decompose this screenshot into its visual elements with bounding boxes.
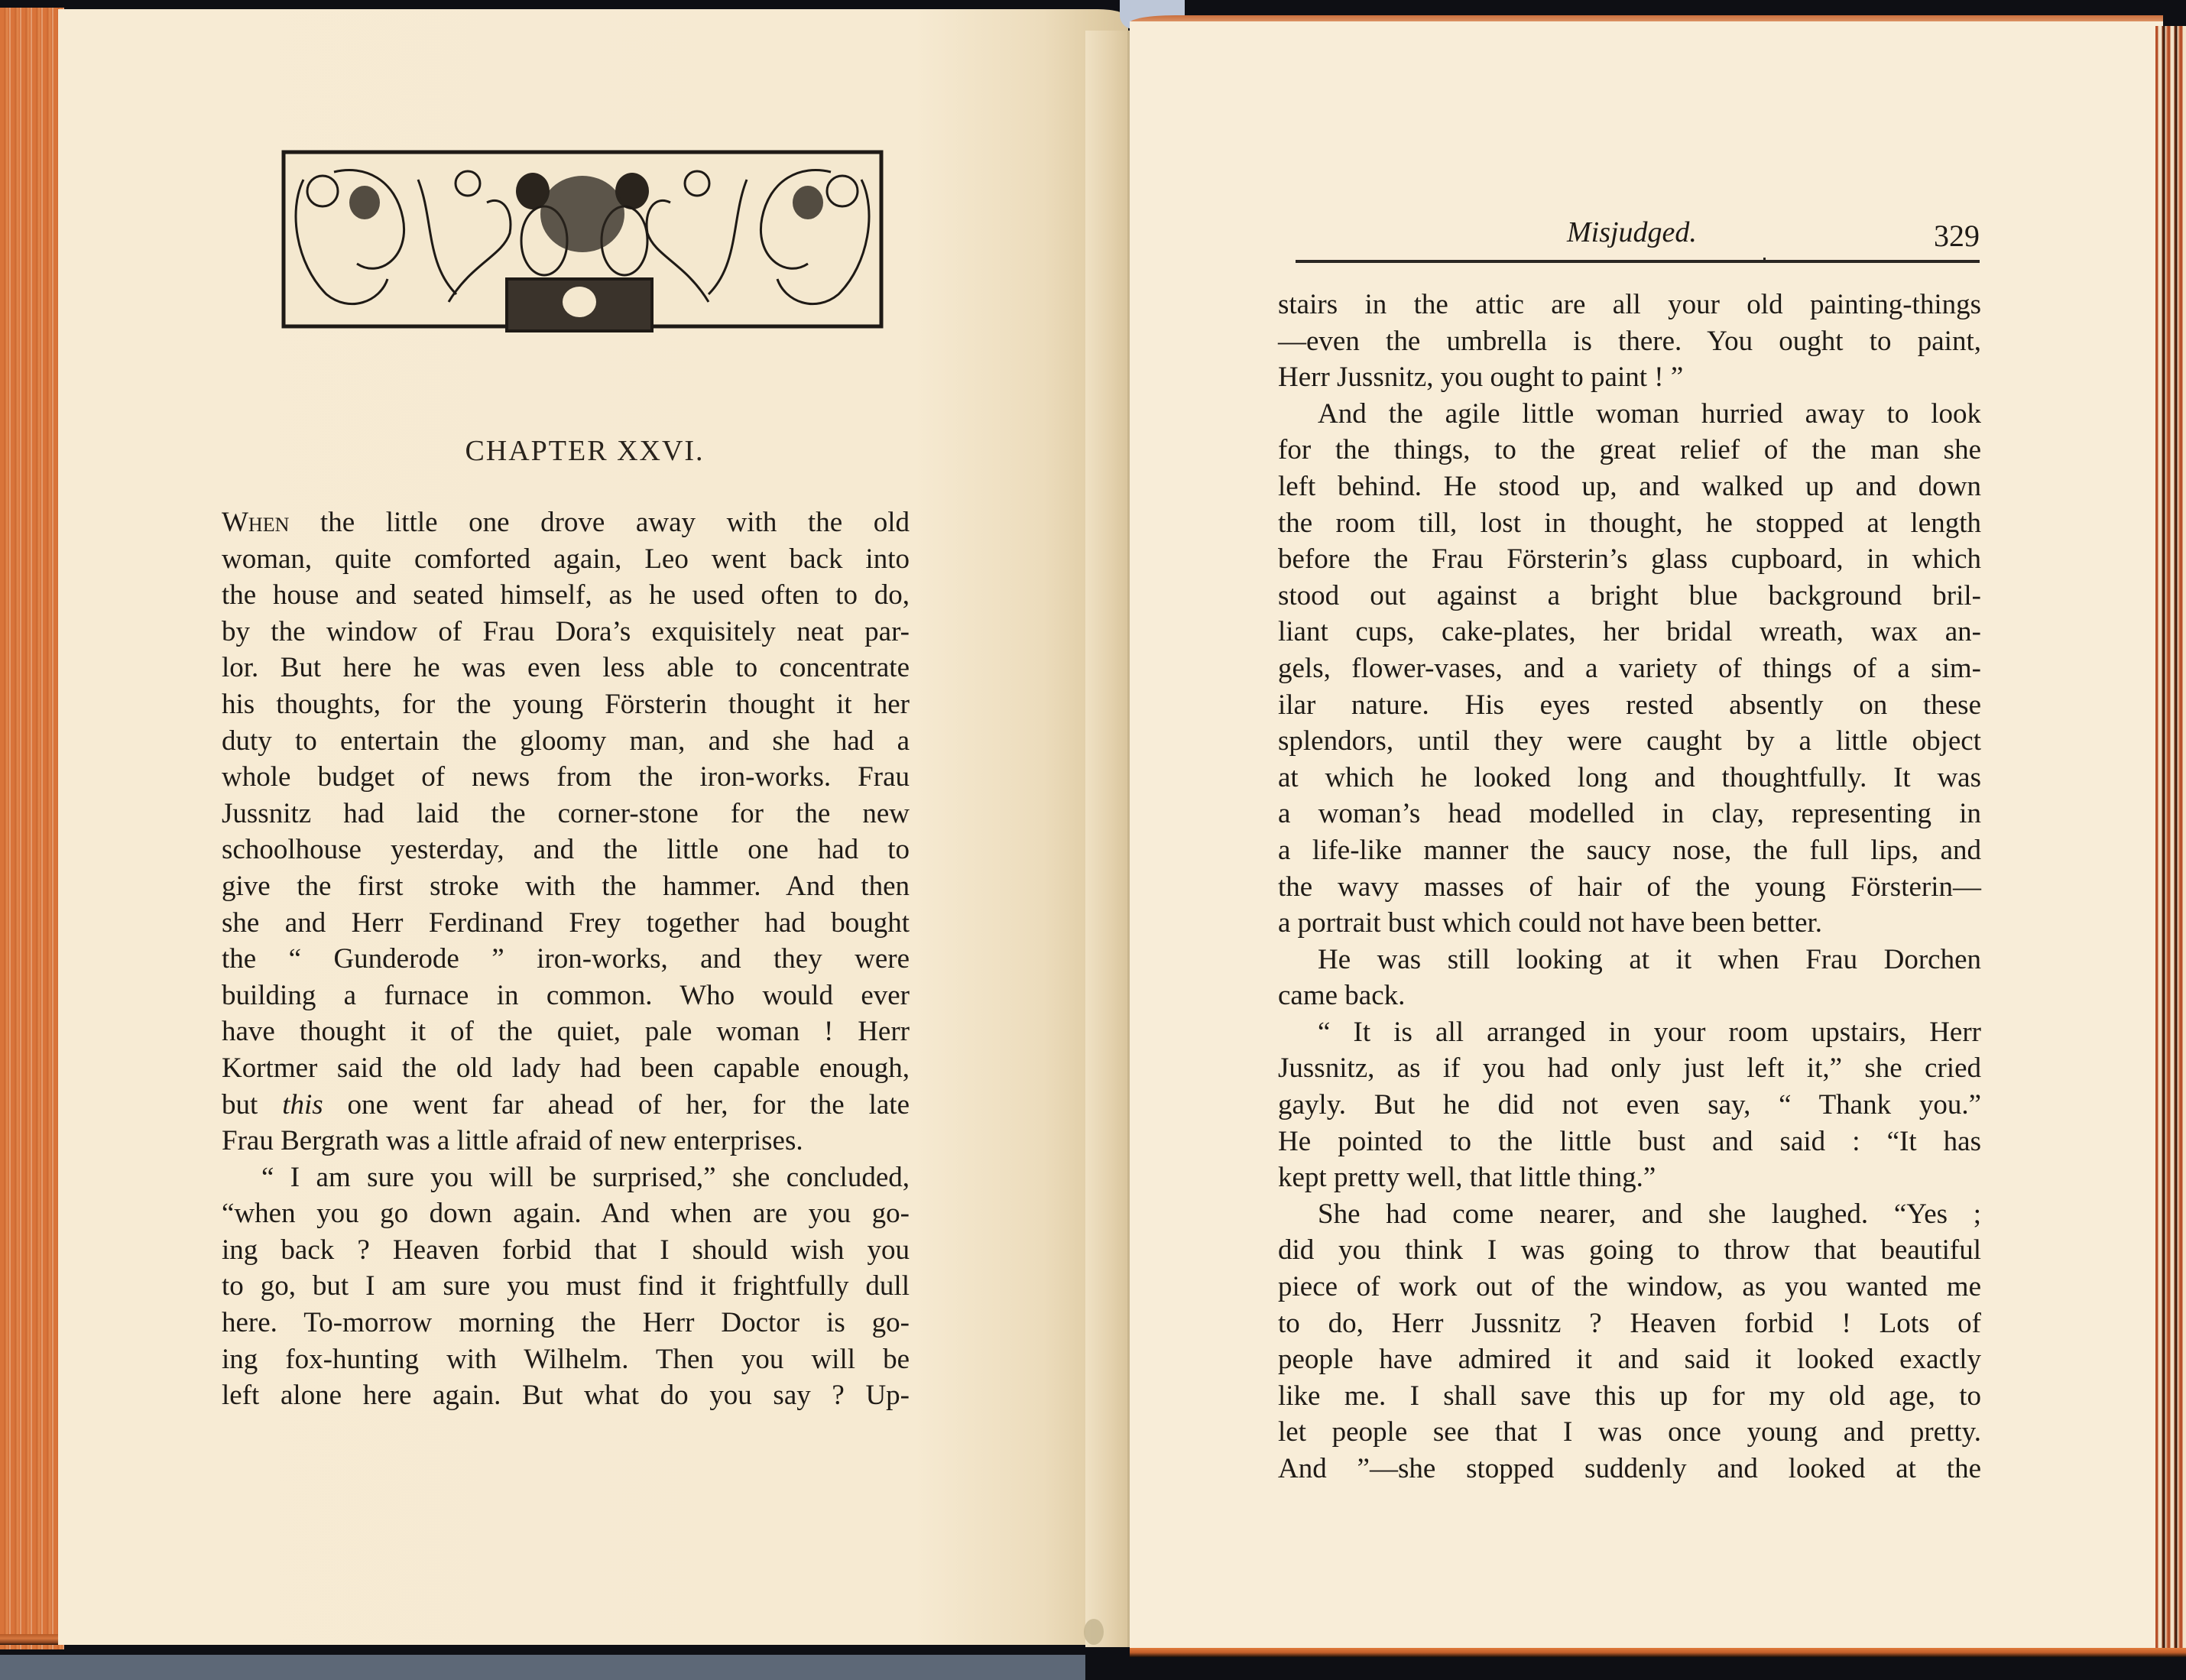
text-line bbox=[1278, 1232, 1981, 1269]
text-fragment: liant cups, cake-plates, her bridal wreath, wax an- bbox=[1278, 616, 1981, 648]
ornamental-headpiece-icon bbox=[281, 149, 884, 335]
text-fragment: here. To-morrow morning the Herr Doctor is go- bbox=[222, 1307, 910, 1339]
page-number: 329 bbox=[1934, 219, 1980, 253]
text-fragment: Herr Jussnitz, you ought to paint ! ” bbox=[1278, 362, 1684, 394]
text-line bbox=[222, 1123, 910, 1159]
text-fragment: the “ Gunderode ” iron-works, and they were bbox=[222, 943, 910, 975]
text-line bbox=[222, 1305, 910, 1341]
text-fragment: “when you go down again. And when are you go- bbox=[222, 1198, 910, 1230]
text-line bbox=[1278, 469, 1981, 505]
text-line bbox=[222, 1268, 910, 1305]
text-fragment: piece of work out of the window, as you wanted me bbox=[1278, 1271, 1981, 1303]
text-fragment: a life-like manner the saucy nose, the full lips, and bbox=[1278, 834, 1981, 866]
chapter-title: CHAPTER XXVI. bbox=[465, 435, 705, 467]
text-line bbox=[1278, 1159, 1981, 1196]
text-line bbox=[1278, 978, 1981, 1014]
right-page-body-text bbox=[1278, 287, 1981, 1487]
text-fragment: came back. bbox=[1278, 980, 1406, 1012]
text-fragment: He was still looking at it when Frau Dorchen bbox=[1318, 943, 1981, 975]
text-fragment: left alone here again. But what do you say ? Up- bbox=[222, 1380, 910, 1412]
text-line bbox=[1278, 905, 1981, 942]
text-line bbox=[1278, 541, 1981, 578]
text-fragment: kept pretty well, that little thing.” bbox=[1278, 1162, 1656, 1194]
text-line bbox=[1278, 1124, 1981, 1160]
text-fragment: ing fox-hunting with Wilhelm. Then you will be bbox=[222, 1343, 910, 1375]
text-line bbox=[1278, 1087, 1981, 1124]
text-line bbox=[1278, 1341, 1981, 1378]
text-line bbox=[222, 1014, 910, 1050]
text-fragment: “ It is all arranged in your room upstairs, Herr bbox=[1318, 1016, 1981, 1048]
text-fragment: the house and seated himself, as he used often to do, bbox=[222, 579, 910, 611]
left-page-body-text bbox=[222, 504, 910, 1414]
text-line bbox=[222, 1232, 910, 1269]
text-line bbox=[1278, 359, 1981, 396]
text-fragment: stairs in the attic are all your old painting-things bbox=[1278, 289, 1981, 320]
text-fragment: duty to entertain the gloomy man, and she had a bbox=[222, 725, 910, 757]
text-line bbox=[1278, 1305, 1981, 1342]
text-fragment: his thoughts, for the young Försterin thought it her bbox=[222, 688, 910, 720]
text-fragment: He pointed to the little bust and said : “It has bbox=[1278, 1125, 1981, 1157]
text-line bbox=[222, 1159, 910, 1196]
text-fragment: splendors, until they were caught by a little object bbox=[1278, 725, 1981, 757]
text-line bbox=[222, 650, 910, 686]
italic-word: this bbox=[282, 1088, 323, 1121]
text-fragment: she and Herr Ferdinand Frey together had bought bbox=[222, 906, 910, 939]
text-fragment: before the Frau Försterin’s glass cupboard, in which bbox=[1278, 543, 1981, 576]
text-fragment: the wavy masses of hair of the young Försterin— bbox=[1278, 871, 1981, 903]
text-line bbox=[1278, 687, 1981, 724]
text-fragment: She had come nearer, and she laughed. “Yes ; bbox=[1318, 1198, 1981, 1230]
text-fragment: one went far ahead of her, for the late bbox=[323, 1088, 910, 1121]
header-rule bbox=[1296, 260, 1980, 263]
right-bottom-edges bbox=[1130, 1648, 2186, 1657]
text-fragment: lor. But here he was even less able to concentrate bbox=[222, 652, 910, 684]
text-line bbox=[1278, 1014, 1981, 1051]
text-fragment: ing back ? Heaven forbid that I should wish you bbox=[222, 1234, 910, 1266]
text-fragment: for the things, to the great relief of the man she bbox=[1278, 434, 1981, 466]
right-page-edges bbox=[2155, 26, 2186, 1654]
text-fragment: whole budget of news from the iron-works. Frau bbox=[222, 761, 910, 793]
text-fragment: but bbox=[222, 1088, 283, 1121]
text-fragment: stood out against a bright blue background bril- bbox=[1278, 579, 1981, 611]
text-line bbox=[1278, 1378, 1981, 1415]
text-fragment: “ I am sure you will be surprised,” she concluded, bbox=[261, 1161, 910, 1193]
text-line bbox=[222, 1377, 910, 1414]
text-fragment: woman, quite comforted again, Leo went back into bbox=[222, 543, 910, 575]
text-fragment: schoolhouse yesterday, and the little one had to bbox=[222, 834, 910, 866]
text-fragment: the little one drove away with the old bbox=[289, 507, 910, 538]
text-line bbox=[222, 1195, 910, 1232]
text-line bbox=[1278, 1414, 1981, 1451]
text-line bbox=[1278, 432, 1981, 469]
text-fragment: building a furnace in common. Who would ever bbox=[222, 979, 910, 1011]
text-line bbox=[1278, 832, 1981, 869]
text-line bbox=[222, 504, 910, 541]
text-fragment: Frau Bergrath was a little afraid of new enterprises. bbox=[222, 1125, 803, 1157]
text-fragment: a woman’s head modelled in clay, representing in bbox=[1278, 798, 1981, 830]
text-line bbox=[1278, 396, 1981, 433]
text-fragment: at which he looked long and thoughtfully. It was bbox=[1278, 761, 1981, 793]
text-fragment: did you think I was going to throw that beautiful bbox=[1278, 1234, 1981, 1266]
text-line bbox=[1278, 505, 1981, 542]
drop-word: When bbox=[222, 507, 290, 538]
text-line bbox=[222, 686, 910, 723]
text-fragment: Jussnitz had laid the corner-stone for the new bbox=[222, 797, 910, 829]
text-line bbox=[1278, 578, 1981, 615]
text-line bbox=[1278, 614, 1981, 650]
text-line bbox=[1278, 287, 1981, 323]
text-line bbox=[222, 577, 910, 614]
text-fragment: gayly. But he did not even say, “ Thank you.” bbox=[1278, 1089, 1981, 1121]
text-line bbox=[222, 759, 910, 796]
text-line bbox=[222, 796, 910, 832]
text-line bbox=[222, 905, 910, 942]
text-fragment: And ”—she stopped suddenly and looked at the bbox=[1278, 1453, 1981, 1484]
text-line bbox=[222, 1341, 910, 1378]
text-fragment: —even the umbrella is there. You ought to paint, bbox=[1278, 325, 1981, 357]
text-line bbox=[1278, 796, 1981, 832]
text-line bbox=[1278, 323, 1981, 360]
text-line bbox=[222, 541, 910, 578]
text-fragment: have thought it of the quiet, pale woman ! Herr bbox=[222, 1016, 910, 1048]
text-line bbox=[1278, 1196, 1981, 1233]
text-line bbox=[1278, 942, 1981, 978]
text-fragment: like me. I shall save this up for my old age, to bbox=[1278, 1380, 1981, 1412]
text-line bbox=[222, 868, 910, 905]
text-fragment: Kortmer said the old lady had been capable enough, bbox=[222, 1052, 910, 1084]
text-line bbox=[1278, 650, 1981, 687]
text-line bbox=[222, 723, 910, 760]
text-line bbox=[1278, 1050, 1981, 1087]
left-page-edges bbox=[0, 8, 64, 1649]
paper-stain bbox=[1084, 1619, 1104, 1645]
text-line bbox=[1278, 760, 1981, 796]
text-line bbox=[222, 1087, 910, 1124]
text-fragment: gels, flower-vases, and a variety of things of a sim- bbox=[1278, 652, 1981, 684]
text-fragment: people have admired it and said it looked exactly bbox=[1278, 1344, 1981, 1376]
text-line bbox=[1278, 869, 1981, 906]
text-fragment: give the first stroke with the hammer. And then bbox=[222, 870, 910, 902]
text-line bbox=[222, 832, 910, 868]
text-fragment: by the window of Frau Dora’s exquisitely neat par- bbox=[222, 615, 910, 647]
text-fragment: a portrait bust which could not have been better. bbox=[1278, 907, 1823, 939]
text-line bbox=[1278, 723, 1981, 760]
text-fragment: And the agile little woman hurried away to look bbox=[1318, 397, 1981, 430]
text-line bbox=[1278, 1269, 1981, 1305]
text-fragment: left behind. He stood up, and walked up and down bbox=[1278, 470, 1981, 502]
text-line bbox=[222, 1050, 910, 1087]
text-fragment: to go, but I am sure you must find it frightfully dull bbox=[222, 1270, 910, 1302]
text-fragment: ilar nature. His eyes rested absently on these bbox=[1278, 689, 1981, 721]
gutter-shadow bbox=[1085, 31, 1127, 1647]
text-line bbox=[1278, 1451, 1981, 1487]
text-fragment: let people see that I was once young and pretty. bbox=[1278, 1416, 1981, 1448]
text-line bbox=[222, 941, 910, 978]
text-line bbox=[222, 978, 910, 1014]
text-fragment: to do, Herr Jussnitz ? Heaven forbid ! Lots of bbox=[1278, 1307, 1981, 1339]
text-fragment: Jussnitz, as if you had only just left it,” she cried bbox=[1278, 1052, 1981, 1085]
text-line bbox=[222, 614, 910, 650]
text-fragment: the room till, lost in thought, he stopped at length bbox=[1278, 507, 1981, 539]
running-head: Misjudged. bbox=[1567, 216, 1697, 248]
